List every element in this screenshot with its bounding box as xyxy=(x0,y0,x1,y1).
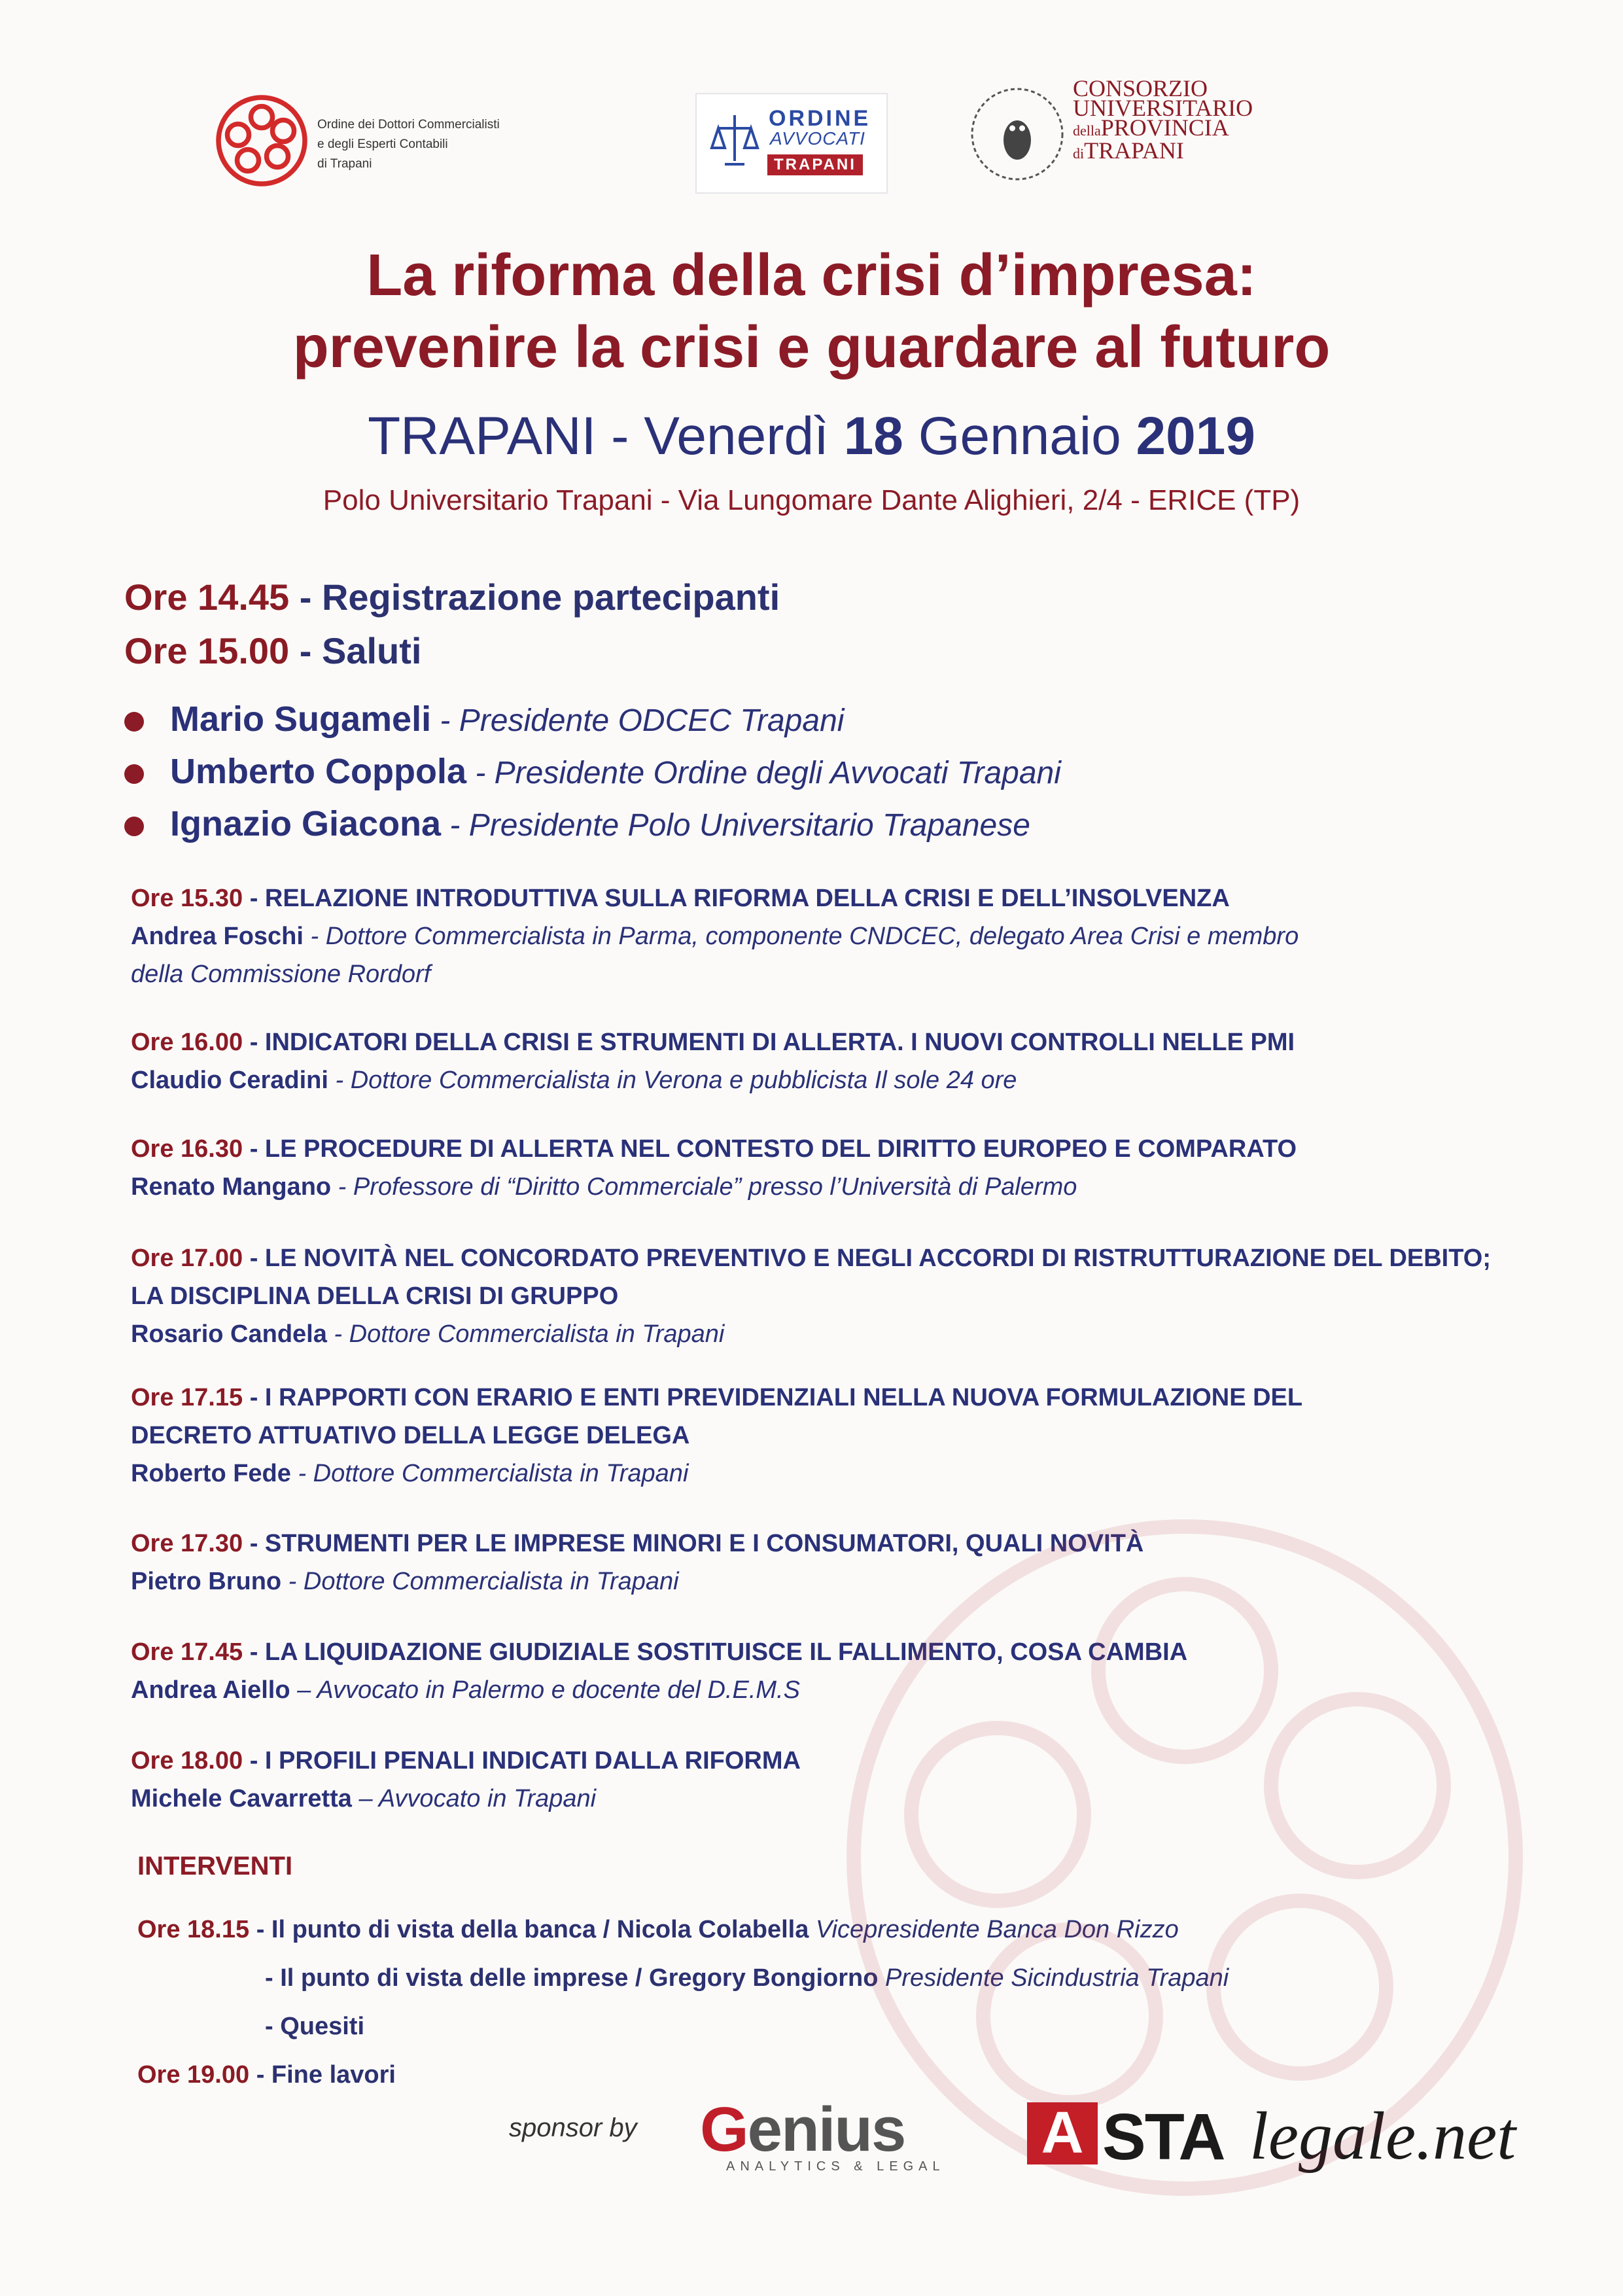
session-speaker: Roberto Fede xyxy=(131,1460,291,1487)
session-item xyxy=(131,1130,1505,1206)
ordine-line-1: ORDINE xyxy=(769,106,871,131)
bullet-icon xyxy=(124,712,144,732)
event-day: 18 xyxy=(843,406,903,466)
intervento-time: Ore 18.15 xyxy=(137,1916,250,1943)
session-topic: - RELAZIONE INTRODUTTIVA SULLA RIFORMA DELLA CRISI E DELL’INSOLVENZA xyxy=(243,885,1230,912)
sponsor-label: sponsor by xyxy=(509,2113,637,2142)
session-speaker: Michele Cavarretta xyxy=(131,1785,352,1812)
greeting-role: - Presidente Ordine degli Avvocati Trapani xyxy=(466,756,1061,790)
session-topic-2: DECRETO ATTUATIVO DELLA LEGGE DELEGA xyxy=(131,1422,690,1449)
genius-subtitle: ANALYTICS & LEGAL xyxy=(726,2159,945,2174)
session-speaker-desc: - Dottore Commercialista in Trapani xyxy=(281,1568,679,1595)
event-month: Gennaio xyxy=(903,406,1136,466)
odcec-line-1: Ordine dei Dottori Commercialisti xyxy=(317,118,500,132)
opening-time-1: Ore 14.45 xyxy=(124,576,290,618)
greeting-role: - Presidente Polo Universitario Trapanese xyxy=(441,808,1030,843)
genius-word: enius xyxy=(747,2094,905,2164)
intervento-role: Presidente Sicindustria Trapani xyxy=(885,1964,1229,1992)
session-item xyxy=(131,1023,1505,1099)
session-speaker: Andrea Foschi xyxy=(131,923,304,950)
consorzio-line-3b: PROVINCIA xyxy=(1100,115,1229,141)
ordine-line-3: TRAPANI xyxy=(767,154,863,175)
consorzio-line-3a: della xyxy=(1073,122,1101,139)
event-venue: Polo Universitario Trapani - Via Lungomare Dante Alighieri, 2/4 - ERICE (TP) xyxy=(323,484,1300,516)
session-speaker: Renato Mangano xyxy=(131,1173,332,1201)
page-title-line-1: La riforma della crisi d’impresa: xyxy=(366,243,1257,308)
session-item xyxy=(131,879,1505,993)
session-time: Ore 18.00 xyxy=(131,1747,243,1775)
opening-label-2: Saluti xyxy=(321,630,422,671)
consorzio-line-4a: di xyxy=(1073,145,1085,162)
interventi-heading: INTERVENTI xyxy=(137,1852,293,1881)
event-year: 2019 xyxy=(1136,406,1255,466)
odcec-logo xyxy=(213,92,579,190)
intervento-quesiti xyxy=(265,2007,364,2045)
session-topic: - I PROFILI PENALI INDICATI DALLA RIFORMA xyxy=(243,1747,801,1775)
session-topic: - STRUMENTI PER LE IMPRESE MINORI E I CONSUMATORI, QUALI NOVITÀ xyxy=(243,1530,1144,1557)
asta-legale: legale.net xyxy=(1249,2098,1516,2174)
opening-sep-2: - xyxy=(289,630,322,671)
event-city: TRAPANI - Venerdì xyxy=(368,406,844,466)
odcec-line-2: e degli Esperti Contabili xyxy=(317,137,448,151)
intervento-role: Vicepresidente Banca Don Rizzo xyxy=(815,1916,1179,1943)
watermark-emblem-icon xyxy=(825,1498,1544,2217)
session-item xyxy=(131,1379,1505,1492)
greeting-item xyxy=(124,751,1061,792)
odcec-emblem-icon xyxy=(213,92,311,190)
odcec-line-3: di Trapani xyxy=(317,157,372,171)
intervento-text: - Il punto di vista della banca / Nicola Colabella xyxy=(249,1916,816,1943)
greeting-role: - Presidente ODCEC Trapani xyxy=(431,703,845,738)
session-topic-2: LA DISCIPLINA DELLA CRISI DI GRUPPO xyxy=(131,1282,619,1310)
session-speaker-desc-2: della Commissione Rordorf xyxy=(131,961,431,988)
asta-a-box: A xyxy=(1027,2102,1098,2164)
session-time: Ore 17.00 xyxy=(131,1245,243,1272)
session-topic: - LA LIQUIDAZIONE GIUDIZIALE SOSTITUISCE IL FALLIMENTO, COSA CAMBIA xyxy=(243,1638,1188,1666)
genius-g: G xyxy=(700,2094,748,2164)
session-speaker-desc: - Dottore Commercialista in Verona e pubblicista Il sole 24 ore xyxy=(328,1067,1017,1094)
consorzio-line-4b: TRAPANI xyxy=(1084,137,1184,164)
fine-lavori xyxy=(137,2056,396,2094)
opening-label-1: Registrazione partecipanti xyxy=(321,576,780,618)
opening-saluti xyxy=(124,629,421,672)
ordine-line-2: AVVOCATI xyxy=(770,128,865,149)
session-speaker-desc: – Avvocato in Palermo e docente del D.E.M.S xyxy=(290,1676,800,1704)
bullet-icon xyxy=(124,764,144,784)
session-time: Ore 16.30 xyxy=(131,1135,243,1163)
session-time: Ore 17.45 xyxy=(131,1638,243,1666)
owl-seal-icon xyxy=(968,85,1066,183)
fine-time: Ore 19.00 xyxy=(137,2061,250,2089)
session-topic: - INDICATORI DELLA CRISI E STRUMENTI DI ALLERTA. I NUOVI CONTROLLI NELLE PMI xyxy=(243,1029,1295,1056)
session-time: Ore 17.30 xyxy=(131,1530,243,1557)
session-speaker-desc: - Professore di “Diritto Commerciale” presso l’Università di Palermo xyxy=(331,1173,1077,1201)
session-speaker: Rosario Candela xyxy=(131,1320,327,1348)
session-speaker-desc: - Dottore Commercialista in Parma, componente CNDCEC, delegato Area Crisi e membro xyxy=(303,923,1299,950)
intervento-text: - Quesiti xyxy=(265,2013,365,2040)
greeting-item xyxy=(124,804,1030,844)
bullet-icon xyxy=(124,817,144,836)
session-speaker-desc: - Dottore Commercialista in Trapani xyxy=(290,1460,689,1487)
greeting-name: Mario Sugameli xyxy=(170,699,432,739)
greeting-item xyxy=(124,699,844,739)
consorzio-line-2: UNIVERSITARIO xyxy=(1073,95,1253,121)
session-speaker: Andrea Aiello xyxy=(131,1676,290,1704)
session-speaker: Claudio Ceradini xyxy=(131,1067,328,1094)
session-speaker: Pietro Bruno xyxy=(131,1568,282,1595)
asta-sta: STA xyxy=(1102,2100,1225,2174)
consorzio-line-1: CONSORZIO xyxy=(1073,75,1208,101)
greeting-name: Umberto Coppola xyxy=(170,752,466,791)
session-speaker-desc: – Avvocato in Trapani xyxy=(351,1785,597,1812)
page-title-line-2: prevenire la crisi e guardare al futuro xyxy=(292,315,1331,380)
opening-time-2: Ore 15.00 xyxy=(124,630,290,671)
session-time: Ore 17.15 xyxy=(131,1384,243,1411)
logos-row xyxy=(0,75,1623,196)
session-speaker-desc: - Dottore Commercialista in Trapani xyxy=(326,1320,725,1348)
session-time: Ore 16.00 xyxy=(131,1029,243,1056)
event-date xyxy=(0,406,1623,467)
session-topic: - LE PROCEDURE DI ALLERTA NEL CONTESTO DEL DIRITTO EUROPEO E COMPARATO xyxy=(243,1135,1297,1163)
intervento-text: - Il punto di vista delle imprese / Gregory Bongiorno xyxy=(265,1964,886,1992)
greeting-name: Ignazio Giacona xyxy=(170,804,442,843)
ordine-avvocati-logo xyxy=(695,93,888,194)
consorzio-logo xyxy=(962,75,1367,196)
session-topic: - I RAPPORTI CON ERARIO E ENTI PREVIDENZIALI NELLA NUOVA FORMULAZIONE DEL xyxy=(243,1384,1303,1411)
opening-sep-1: - xyxy=(289,576,322,618)
session-topic: - LE NOVITÀ NEL CONCORDATO PREVENTIVO E NEGLI ACCORDI DI RISTRUTTURAZIONE DEL DEBITO; xyxy=(243,1245,1491,1272)
fine-label: - Fine lavori xyxy=(249,2061,396,2089)
session-item xyxy=(131,1239,1505,1353)
scales-icon xyxy=(708,109,761,174)
session-time: Ore 15.30 xyxy=(131,885,243,912)
opening-registration xyxy=(124,576,780,618)
